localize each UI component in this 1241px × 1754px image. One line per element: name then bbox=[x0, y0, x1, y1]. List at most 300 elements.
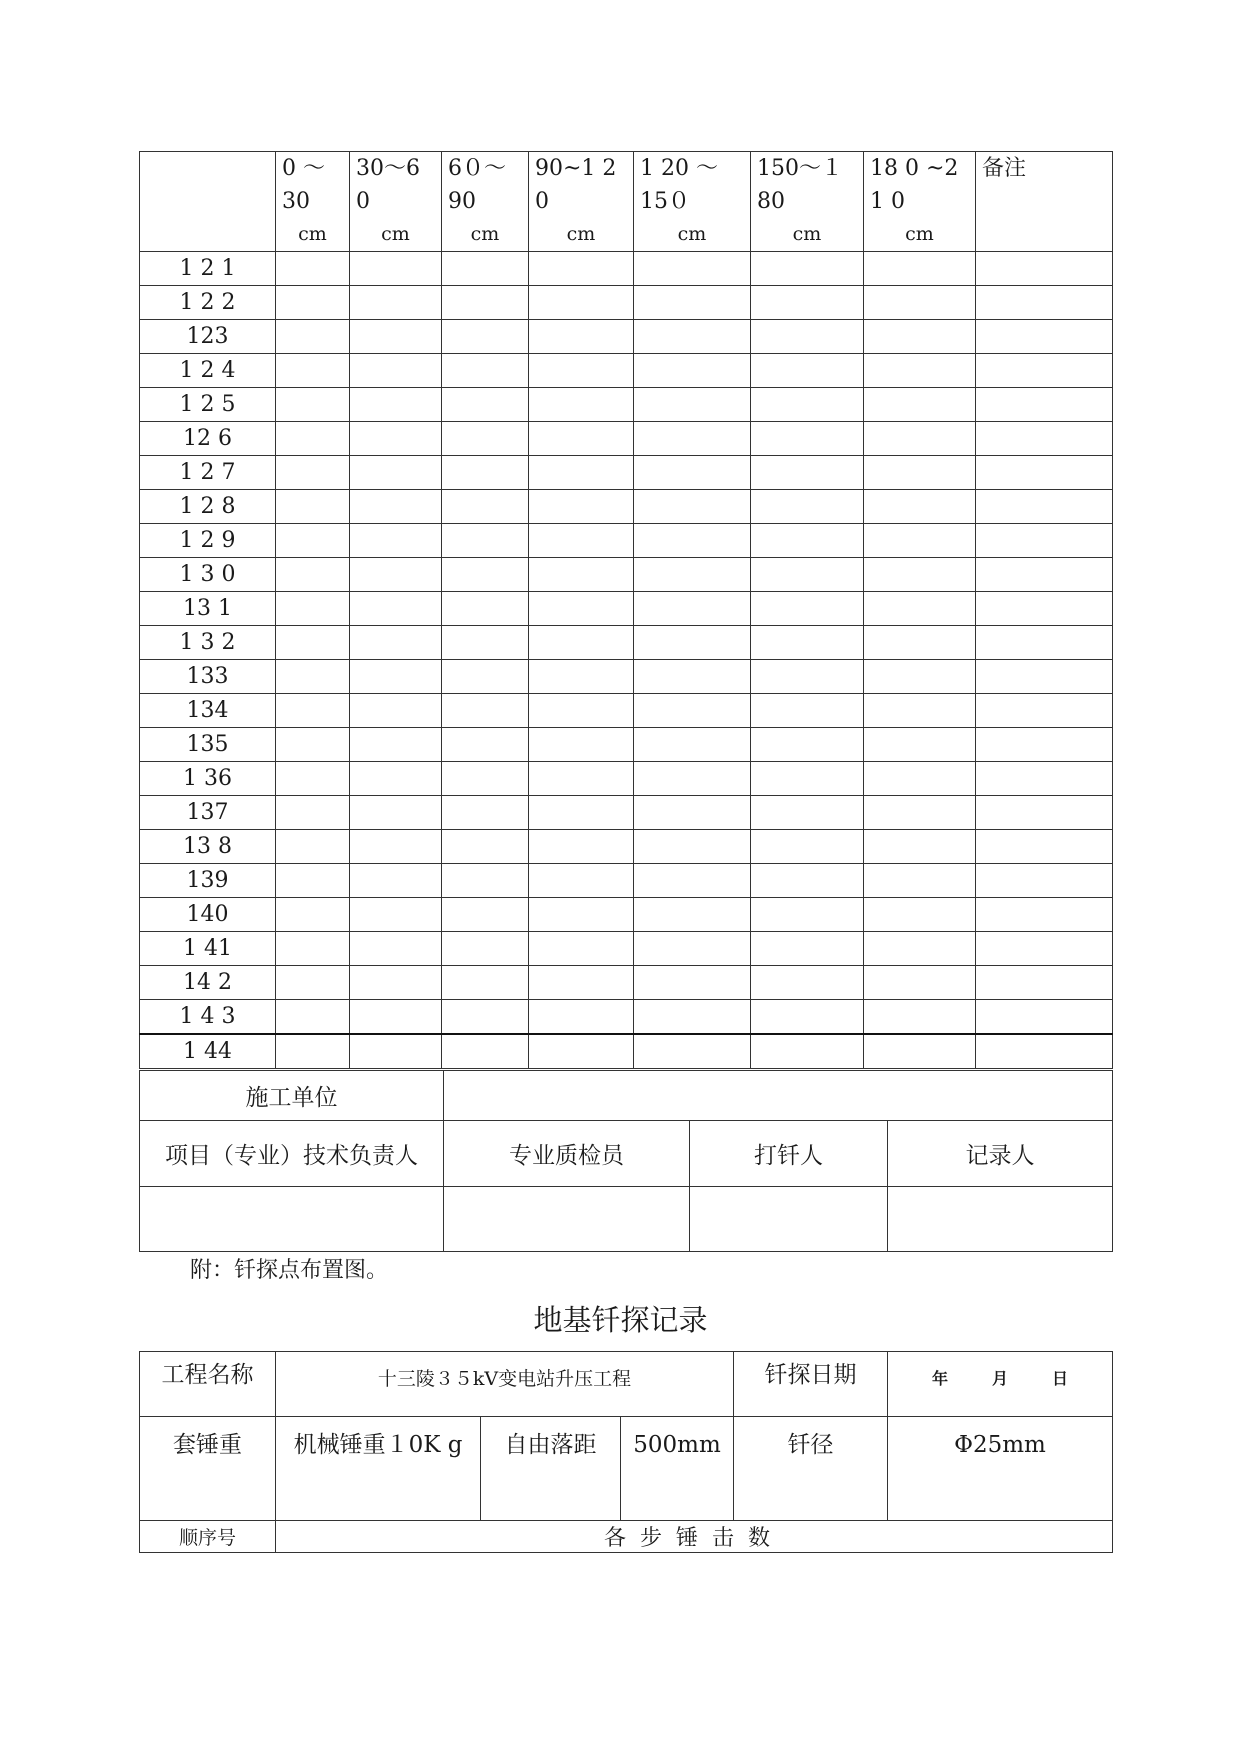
blow-count-cell[interactable] bbox=[751, 762, 864, 796]
blow-count-cell[interactable] bbox=[634, 524, 751, 558]
probe-point-number: 135 bbox=[140, 728, 276, 762]
blow-count-cell[interactable] bbox=[864, 354, 976, 388]
blow-count-cell[interactable] bbox=[276, 252, 350, 286]
blow-count-cell[interactable] bbox=[634, 1000, 751, 1035]
header-range-top: 90~1 2 bbox=[535, 156, 617, 181]
blow-count-cell[interactable] bbox=[634, 626, 751, 660]
header-range-mid: 0 bbox=[535, 189, 549, 214]
blow-count-cell[interactable] bbox=[864, 660, 976, 694]
table-row bbox=[140, 286, 1113, 320]
blow-count-cell[interactable] bbox=[529, 252, 634, 286]
blow-count-cell[interactable] bbox=[350, 694, 442, 728]
date-year: 年 bbox=[931, 1369, 948, 1388]
blow-count-cell[interactable] bbox=[276, 524, 350, 558]
blow-count-cell[interactable] bbox=[864, 1000, 976, 1035]
blow-count-cell[interactable] bbox=[529, 864, 634, 898]
date-month: 月 bbox=[991, 1369, 1008, 1388]
remark-cell[interactable] bbox=[976, 524, 1113, 558]
blow-count-cell[interactable] bbox=[864, 286, 976, 320]
blow-count-cell[interactable] bbox=[864, 932, 976, 966]
table-row bbox=[140, 1034, 1113, 1069]
remark-cell[interactable] bbox=[976, 932, 1113, 966]
blow-count-cell[interactable] bbox=[350, 966, 442, 1000]
blow-count-cell[interactable] bbox=[442, 490, 529, 524]
quality-inspector-signature-field[interactable] bbox=[444, 1187, 690, 1252]
probe-point-number: 1 36 bbox=[140, 762, 276, 796]
blow-count-cell[interactable] bbox=[442, 592, 529, 626]
project-name-value: 十三陵３５kV变电站升压工程 bbox=[276, 1352, 734, 1417]
table-row bbox=[140, 422, 1113, 456]
blow-count-cell[interactable] bbox=[350, 320, 442, 354]
table-row bbox=[140, 864, 1113, 898]
hammer-value: 机械锤重１0K g bbox=[276, 1417, 481, 1521]
blow-count-cell[interactable] bbox=[350, 286, 442, 320]
remark-cell[interactable] bbox=[976, 796, 1113, 830]
blow-count-cell[interactable] bbox=[529, 796, 634, 830]
project-name-label: 工程名称 bbox=[140, 1352, 276, 1417]
remark-cell[interactable] bbox=[976, 626, 1113, 660]
probe-point-number: 1 3 0 bbox=[140, 558, 276, 592]
blow-count-cell[interactable] bbox=[442, 864, 529, 898]
probe-point-number: 1 4 3 bbox=[140, 1000, 276, 1035]
blow-count-cell[interactable] bbox=[751, 456, 864, 490]
document-title: 地基钎探记录 bbox=[533, 1303, 708, 1337]
blow-count-cell[interactable] bbox=[442, 762, 529, 796]
prober-signature-field[interactable] bbox=[690, 1187, 888, 1252]
table-row bbox=[140, 830, 1113, 864]
probe-point-number: 1 2 1 bbox=[140, 252, 276, 286]
probe-point-number: 140 bbox=[140, 898, 276, 932]
blow-count-cell[interactable] bbox=[276, 286, 350, 320]
remark-cell[interactable] bbox=[976, 762, 1113, 796]
blow-count-cell[interactable] bbox=[350, 592, 442, 626]
probe-point-number: 139 bbox=[140, 864, 276, 898]
remark-cell[interactable] bbox=[976, 1000, 1113, 1035]
remark-cell[interactable] bbox=[976, 660, 1113, 694]
blow-count-cell[interactable] bbox=[751, 626, 864, 660]
blow-count-cell[interactable] bbox=[350, 422, 442, 456]
remark-cell[interactable] bbox=[976, 864, 1113, 898]
blow-count-cell[interactable] bbox=[634, 286, 751, 320]
blow-count-cell[interactable] bbox=[751, 592, 864, 626]
blow-count-cell[interactable] bbox=[350, 1000, 442, 1035]
blow-count-cell[interactable] bbox=[751, 354, 864, 388]
remark-header: 备注 bbox=[976, 152, 1113, 252]
blow-count-cell[interactable] bbox=[350, 388, 442, 422]
header-range-mid: 15０ bbox=[640, 189, 690, 214]
blow-count-cell[interactable] bbox=[276, 490, 350, 524]
blow-count-cell[interactable] bbox=[442, 252, 529, 286]
header-unit: cm bbox=[677, 223, 707, 245]
blow-count-cell[interactable] bbox=[864, 728, 976, 762]
blow-count-cell[interactable] bbox=[634, 558, 751, 592]
blow-count-cell[interactable] bbox=[634, 796, 751, 830]
blow-count-cell[interactable] bbox=[634, 660, 751, 694]
blow-count-cell[interactable] bbox=[276, 388, 350, 422]
tech-lead-label: 项目（专业）技术负责人 bbox=[140, 1121, 444, 1187]
blow-count-cell[interactable] bbox=[442, 626, 529, 660]
blow-count-cell[interactable] bbox=[529, 388, 634, 422]
probe-point-number: 12 6 bbox=[140, 422, 276, 456]
blow-count-cell[interactable] bbox=[442, 286, 529, 320]
blow-count-cell[interactable] bbox=[634, 1034, 751, 1069]
probe-point-number: 137 bbox=[140, 796, 276, 830]
blow-count-cell[interactable] bbox=[634, 898, 751, 932]
blow-count-cell[interactable] bbox=[442, 558, 529, 592]
blow-count-cell[interactable] bbox=[350, 830, 442, 864]
depth-header-0-30 bbox=[276, 152, 350, 252]
probe-point-number: 1 2 4 bbox=[140, 354, 276, 388]
blow-count-cell[interactable] bbox=[751, 320, 864, 354]
header-range-top: 1 20 ～ bbox=[640, 156, 718, 181]
probe-point-number: 14 2 bbox=[140, 966, 276, 1000]
blow-count-cell[interactable] bbox=[634, 388, 751, 422]
blow-count-cell[interactable] bbox=[276, 660, 350, 694]
blow-count-cell[interactable] bbox=[864, 524, 976, 558]
blow-count-cell[interactable] bbox=[350, 558, 442, 592]
remark-cell[interactable] bbox=[976, 558, 1113, 592]
blow-count-cell[interactable] bbox=[442, 966, 529, 1000]
blow-count-cell[interactable] bbox=[864, 456, 976, 490]
probe-point-number: 13 8 bbox=[140, 830, 276, 864]
blow-count-cell[interactable] bbox=[276, 1034, 350, 1069]
blow-count-cell[interactable] bbox=[276, 966, 350, 1000]
blow-count-cell[interactable] bbox=[634, 592, 751, 626]
blow-count-cell[interactable] bbox=[634, 932, 751, 966]
table-row bbox=[140, 660, 1113, 694]
blow-count-cell[interactable] bbox=[751, 286, 864, 320]
depth-header-90-120 bbox=[529, 152, 634, 252]
blow-count-cell[interactable] bbox=[634, 694, 751, 728]
blow-count-cell[interactable] bbox=[864, 320, 976, 354]
appendix-note: 附：钎探点布置图。 bbox=[190, 1258, 389, 1283]
blow-count-cell[interactable] bbox=[442, 1000, 529, 1035]
blow-count-cell[interactable] bbox=[864, 626, 976, 660]
blow-count-cell[interactable] bbox=[864, 864, 976, 898]
blow-count-cell[interactable] bbox=[751, 728, 864, 762]
table-row bbox=[140, 592, 1113, 626]
blow-count-cell[interactable] bbox=[529, 558, 634, 592]
blow-count-cell[interactable] bbox=[529, 694, 634, 728]
blow-count-cell[interactable] bbox=[529, 898, 634, 932]
table-row bbox=[140, 898, 1113, 932]
table-row bbox=[140, 320, 1113, 354]
blow-count-cell[interactable] bbox=[529, 524, 634, 558]
table-row bbox=[140, 354, 1113, 388]
table-row bbox=[140, 932, 1113, 966]
table-row bbox=[140, 966, 1113, 1000]
blow-count-cell[interactable] bbox=[864, 796, 976, 830]
corner-cell bbox=[140, 152, 276, 252]
table-row bbox=[140, 252, 1113, 286]
probe-point-number: 1 44 bbox=[140, 1034, 276, 1069]
blow-count-cell[interactable] bbox=[350, 660, 442, 694]
blow-count-cell[interactable] bbox=[529, 626, 634, 660]
construction-unit-field[interactable] bbox=[444, 1071, 1113, 1121]
depth-header-120-150 bbox=[634, 152, 751, 252]
construction-unit-label: 施工单位 bbox=[140, 1071, 444, 1121]
blow-count-cell[interactable] bbox=[634, 422, 751, 456]
blow-count-cell[interactable] bbox=[276, 320, 350, 354]
drop-height-label: 自由落距 bbox=[481, 1417, 621, 1521]
blow-count-cell[interactable] bbox=[864, 422, 976, 456]
header-unit: cm bbox=[566, 223, 596, 245]
header-unit: cm bbox=[792, 223, 822, 245]
header-range-top: 0 ～ bbox=[282, 156, 325, 181]
blow-count-cell[interactable] bbox=[276, 422, 350, 456]
blow-count-cell[interactable] bbox=[529, 660, 634, 694]
blow-count-cell[interactable] bbox=[751, 490, 864, 524]
recorder-signature-field[interactable] bbox=[888, 1187, 1113, 1252]
blow-count-cell[interactable] bbox=[634, 456, 751, 490]
probe-date-label: 钎探日期 bbox=[734, 1352, 888, 1417]
blow-count-cell[interactable] bbox=[864, 592, 976, 626]
table-row bbox=[140, 1000, 1113, 1035]
table-row bbox=[140, 524, 1113, 558]
blow-count-cell[interactable] bbox=[529, 354, 634, 388]
blow-count-cell[interactable] bbox=[529, 932, 634, 966]
header-unit: cm bbox=[470, 223, 500, 245]
remark-cell[interactable] bbox=[976, 966, 1113, 1000]
blow-count-cell[interactable] bbox=[350, 456, 442, 490]
blow-count-cell[interactable] bbox=[350, 932, 442, 966]
table-row bbox=[140, 796, 1113, 830]
probe-point-number: 13 1 bbox=[140, 592, 276, 626]
blow-count-cell[interactable] bbox=[442, 830, 529, 864]
blow-count-cell[interactable] bbox=[529, 728, 634, 762]
blow-count-cell[interactable] bbox=[276, 932, 350, 966]
blow-count-cell[interactable] bbox=[864, 252, 976, 286]
prober-label: 打钎人 bbox=[690, 1121, 888, 1187]
blow-count-cell[interactable] bbox=[442, 694, 529, 728]
project-info-table bbox=[139, 1351, 1113, 1553]
blow-count-cell[interactable] bbox=[276, 694, 350, 728]
blow-count-cell[interactable] bbox=[634, 966, 751, 1000]
blow-count-cell[interactable] bbox=[442, 354, 529, 388]
blow-count-cell[interactable] bbox=[529, 320, 634, 354]
remark-cell[interactable] bbox=[976, 898, 1113, 932]
header-range-mid: 30 bbox=[282, 189, 310, 214]
header-range-mid: 90 bbox=[448, 189, 476, 214]
blow-count-cell[interactable] bbox=[751, 830, 864, 864]
blow-count-cell[interactable] bbox=[751, 966, 864, 1000]
blow-count-cell[interactable] bbox=[276, 898, 350, 932]
probe-point-number: 1 2 9 bbox=[140, 524, 276, 558]
rod-diameter-label: 钎径 bbox=[734, 1417, 888, 1521]
probe-point-number: 1 3 2 bbox=[140, 626, 276, 660]
blow-count-cell[interactable] bbox=[442, 796, 529, 830]
blow-count-cell[interactable] bbox=[276, 456, 350, 490]
header-range-mid: 0 bbox=[356, 189, 370, 214]
probe-point-number: 1 41 bbox=[140, 932, 276, 966]
signature-table bbox=[139, 1070, 1113, 1252]
blow-count-cell[interactable] bbox=[751, 388, 864, 422]
blow-count-cell[interactable] bbox=[864, 558, 976, 592]
header-range-top: 150～１ bbox=[757, 156, 843, 181]
table-row bbox=[140, 626, 1113, 660]
remark-cell[interactable] bbox=[976, 456, 1113, 490]
depth-header-180-210 bbox=[864, 152, 976, 252]
probe-point-number: 123 bbox=[140, 320, 276, 354]
blow-count-cell[interactable] bbox=[864, 694, 976, 728]
blow-count-cell[interactable] bbox=[442, 320, 529, 354]
blow-count-cell[interactable] bbox=[350, 354, 442, 388]
blow-count-cell[interactable] bbox=[864, 762, 976, 796]
blow-count-cell[interactable] bbox=[751, 1034, 864, 1069]
blow-count-cell[interactable] bbox=[751, 558, 864, 592]
blow-count-cell[interactable] bbox=[864, 490, 976, 524]
blow-count-cell[interactable] bbox=[350, 626, 442, 660]
blow-count-cell[interactable] bbox=[634, 728, 751, 762]
depth-header-150-180 bbox=[751, 152, 864, 252]
probe-table bbox=[139, 151, 1113, 1069]
blow-count-cell[interactable] bbox=[350, 524, 442, 558]
table-row bbox=[140, 388, 1113, 422]
blow-count-cell[interactable] bbox=[529, 286, 634, 320]
blow-count-cell[interactable] bbox=[276, 592, 350, 626]
blow-count-cell[interactable] bbox=[751, 1000, 864, 1035]
blow-count-cell[interactable] bbox=[276, 558, 350, 592]
blow-count-cell[interactable] bbox=[751, 898, 864, 932]
sequence-number-label: 顺序号 bbox=[140, 1521, 276, 1553]
remark-cell[interactable] bbox=[976, 388, 1113, 422]
probe-point-number: 133 bbox=[140, 660, 276, 694]
remark-cell[interactable] bbox=[976, 354, 1113, 388]
date-day: 日 bbox=[1052, 1369, 1069, 1388]
blow-count-cell[interactable] bbox=[529, 830, 634, 864]
blow-count-cell[interactable] bbox=[634, 252, 751, 286]
table-row bbox=[140, 558, 1113, 592]
blow-count-cell[interactable] bbox=[442, 1034, 529, 1069]
blow-count-cell[interactable] bbox=[634, 490, 751, 524]
blow-count-cell[interactable] bbox=[442, 456, 529, 490]
blow-count-cell[interactable] bbox=[634, 864, 751, 898]
remark-cell[interactable] bbox=[976, 490, 1113, 524]
blow-count-cell[interactable] bbox=[751, 796, 864, 830]
blow-count-cell[interactable] bbox=[442, 932, 529, 966]
probe-header-row bbox=[140, 152, 1113, 252]
blow-count-cell[interactable] bbox=[276, 354, 350, 388]
remark-cell[interactable] bbox=[976, 592, 1113, 626]
header-range-top: 18 0 ~2 bbox=[870, 156, 959, 181]
blow-count-cell[interactable] bbox=[350, 898, 442, 932]
recorder-label: 记录人 bbox=[888, 1121, 1113, 1187]
blow-count-cell[interactable] bbox=[634, 320, 751, 354]
blow-count-cell[interactable] bbox=[751, 660, 864, 694]
blow-count-cell[interactable] bbox=[276, 796, 350, 830]
remark-cell[interactable] bbox=[976, 728, 1113, 762]
blow-count-cell[interactable] bbox=[751, 252, 864, 286]
table-row bbox=[140, 728, 1113, 762]
blow-count-label: 各步锤击数 bbox=[276, 1521, 1113, 1553]
blow-count-cell[interactable] bbox=[350, 762, 442, 796]
probe-point-number: 1 2 8 bbox=[140, 490, 276, 524]
blow-count-cell[interactable] bbox=[276, 830, 350, 864]
table-row bbox=[140, 490, 1113, 524]
remark-cell[interactable] bbox=[976, 320, 1113, 354]
blow-count-cell[interactable] bbox=[442, 388, 529, 422]
remark-cell[interactable] bbox=[976, 1034, 1113, 1069]
blow-count-cell[interactable] bbox=[864, 966, 976, 1000]
blow-count-cell[interactable] bbox=[751, 864, 864, 898]
probe-point-number: 134 bbox=[140, 694, 276, 728]
header-range-mid: 1 0 bbox=[870, 189, 905, 214]
table-row bbox=[140, 762, 1113, 796]
blow-count-cell[interactable] bbox=[276, 762, 350, 796]
probe-date-field[interactable] bbox=[888, 1352, 1113, 1417]
blow-count-cell[interactable] bbox=[751, 932, 864, 966]
hammer-label: 套锤重 bbox=[140, 1417, 276, 1521]
probe-point-number: 1 2 7 bbox=[140, 456, 276, 490]
blow-count-cell[interactable] bbox=[442, 660, 529, 694]
table-row bbox=[140, 694, 1113, 728]
blow-count-cell[interactable] bbox=[350, 864, 442, 898]
blow-count-cell[interactable] bbox=[442, 728, 529, 762]
probe-point-number: 1 2 2 bbox=[140, 286, 276, 320]
blow-count-cell[interactable] bbox=[864, 898, 976, 932]
blow-count-cell[interactable] bbox=[864, 388, 976, 422]
blow-count-cell[interactable] bbox=[751, 694, 864, 728]
blow-count-cell[interactable] bbox=[529, 762, 634, 796]
header-unit: cm bbox=[298, 223, 327, 245]
header-range-top: 6０～ bbox=[448, 156, 506, 181]
blow-count-cell[interactable] bbox=[529, 422, 634, 456]
blow-count-cell[interactable] bbox=[350, 728, 442, 762]
header-range-mid: 80 bbox=[757, 189, 785, 214]
blow-count-cell[interactable] bbox=[350, 1034, 442, 1069]
blow-count-cell[interactable] bbox=[442, 898, 529, 932]
remark-cell[interactable] bbox=[976, 286, 1113, 320]
blow-count-cell[interactable] bbox=[634, 354, 751, 388]
blow-count-cell[interactable] bbox=[634, 830, 751, 864]
blow-count-cell[interactable] bbox=[529, 592, 634, 626]
blow-count-cell[interactable] bbox=[529, 490, 634, 524]
quality-inspector-label: 专业质检员 bbox=[444, 1121, 690, 1187]
remark-cell[interactable] bbox=[976, 252, 1113, 286]
table-row bbox=[140, 456, 1113, 490]
blow-count-cell[interactable] bbox=[276, 864, 350, 898]
blow-count-cell[interactable] bbox=[529, 1000, 634, 1035]
blow-count-cell[interactable] bbox=[864, 830, 976, 864]
header-unit: cm bbox=[381, 223, 410, 245]
blow-count-cell[interactable] bbox=[276, 1000, 350, 1035]
blow-count-cell[interactable] bbox=[276, 728, 350, 762]
depth-header-60-90 bbox=[442, 152, 529, 252]
header-range-top: 30～6 bbox=[356, 156, 420, 181]
blow-count-cell[interactable] bbox=[529, 966, 634, 1000]
blow-count-cell[interactable] bbox=[529, 1034, 634, 1069]
rod-diameter-value: Φ25mm bbox=[888, 1417, 1113, 1521]
remark-cell[interactable] bbox=[976, 422, 1113, 456]
blow-count-cell[interactable] bbox=[751, 422, 864, 456]
probe-point-number: 1 2 5 bbox=[140, 388, 276, 422]
blow-count-cell[interactable] bbox=[276, 626, 350, 660]
blow-count-cell[interactable] bbox=[442, 524, 529, 558]
remark-cell[interactable] bbox=[976, 694, 1113, 728]
blow-count-cell[interactable] bbox=[864, 1034, 976, 1069]
blow-count-cell[interactable] bbox=[529, 456, 634, 490]
blow-count-cell[interactable] bbox=[350, 490, 442, 524]
blow-count-cell[interactable] bbox=[751, 524, 864, 558]
drop-height-value: 500mm bbox=[621, 1417, 734, 1521]
blow-count-cell[interactable] bbox=[634, 762, 751, 796]
blow-count-cell[interactable] bbox=[350, 252, 442, 286]
remark-cell[interactable] bbox=[976, 830, 1113, 864]
tech-lead-signature-field[interactable] bbox=[140, 1187, 444, 1252]
blow-count-cell[interactable] bbox=[350, 796, 442, 830]
blow-count-cell[interactable] bbox=[442, 422, 529, 456]
header-unit: cm bbox=[905, 223, 934, 245]
